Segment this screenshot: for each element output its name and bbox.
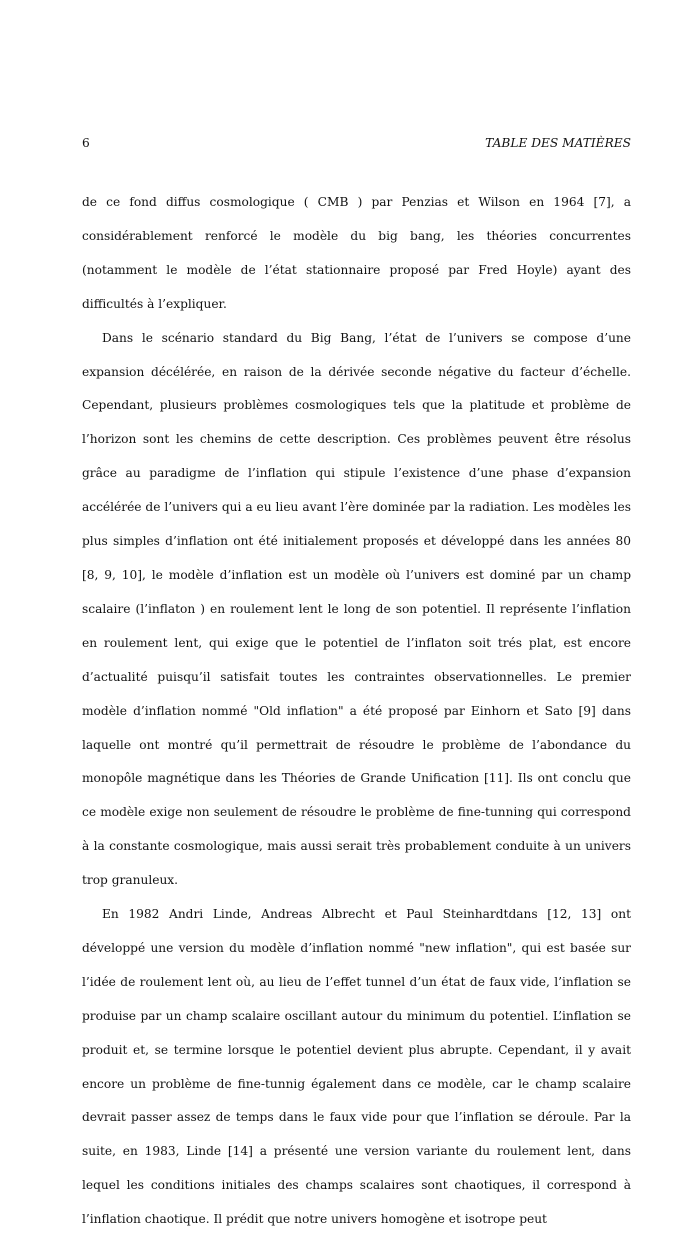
paragraph-new-inflation: En 1982 Andri Linde, Andreas Albrecht et Paul Steinhardtdans [12, 13] ont développé une version du modèle d’inflation nommé "new inflation", qui est basée sur l’idée de roulement lent où, au lieu de l’effet tunnel d’un état de faux vide, l’inflation se produise par un champ scalaire oscillant autour du minimum du potentiel. L’inflation se produit et, se termine lorsque le potentiel devient plus abrupte. Cependant, il y avait encore un problème de fine-tunnig également dans ce modèle, car le champ scalaire devrait passer assez de temps dans le faux vide pour que l’inflation se déroule. Par la suite, en 1983, Linde [14] a présenté une version variante du roulement lent, dans lequel les conditions initiales des champs scalaires sont chaotiques, il correspond à l’inflation chaotique. Il prédit que notre univers homogène et isotrope peut (82, 907, 631, 1227)
page-number: 6 (82, 136, 90, 150)
running-header (82, 136, 631, 156)
chapter-title: TABLE DES MATIÈRES (485, 136, 631, 150)
paragraph-continuation: de ce fond diffus cosmologique ( CMB ) par Penzias et Wilson en 1964 [7], a considérablement renforcé le modèle du big bang, les théories concurrentes (notamment le modèle de l’état stationnaire proposé par Fred Hoyle) ayant des difficultés à l’expliquer. (82, 195, 631, 311)
paragraph-big-bang-inflation: Dans le scénario standard du Big Bang, l’état de l’univers se compose d’une expansion décélérée, en raison de la dérivée seconde négative du facteur d’échelle. Cependant, plusieurs problèmes cosmologiques tels que la platitude et problème de l’horizon sont les chemins de cette description. Ces problèmes peuvent être résolus grâce au paradigme de l’inflation qui stipule l’existence d’une phase d’expansion accélérée de l’univers qui a eu lieu avant l’ère dominée par la radiation. Les modèles les plus simples d’inflation ont été initialement proposés et développé dans les années 80 [8, 9, 10], le modèle d’inflation est un modèle où l’univers est dominé par un champ scalaire (l’inflaton ) en roulement lent le long de son potentiel. Il représente l’inflation en roulement lent, qui exige que le potentiel de l’inflaton soit trés plat, est encore d’actualité puisqu’il satisfait toutes les contraintes observationnelles. Le premier modèle d’inflation nommé "Old inflation" a été proposé par Einhorn et Sato [9] dans laquelle ont montré qu’il permettrait de résoudre le problème de l’abondance du monopôle magnétique dans les Théories de Grande Unification [11]. Ils ont conclu que ce modèle exige non seulement de résoudre le problème de fine-tunning qui correspond à la constante cosmologique, mais aussi serait très probablement conduite à un univers trop granuleux. (82, 330, 631, 888)
body-text (82, 186, 631, 1237)
